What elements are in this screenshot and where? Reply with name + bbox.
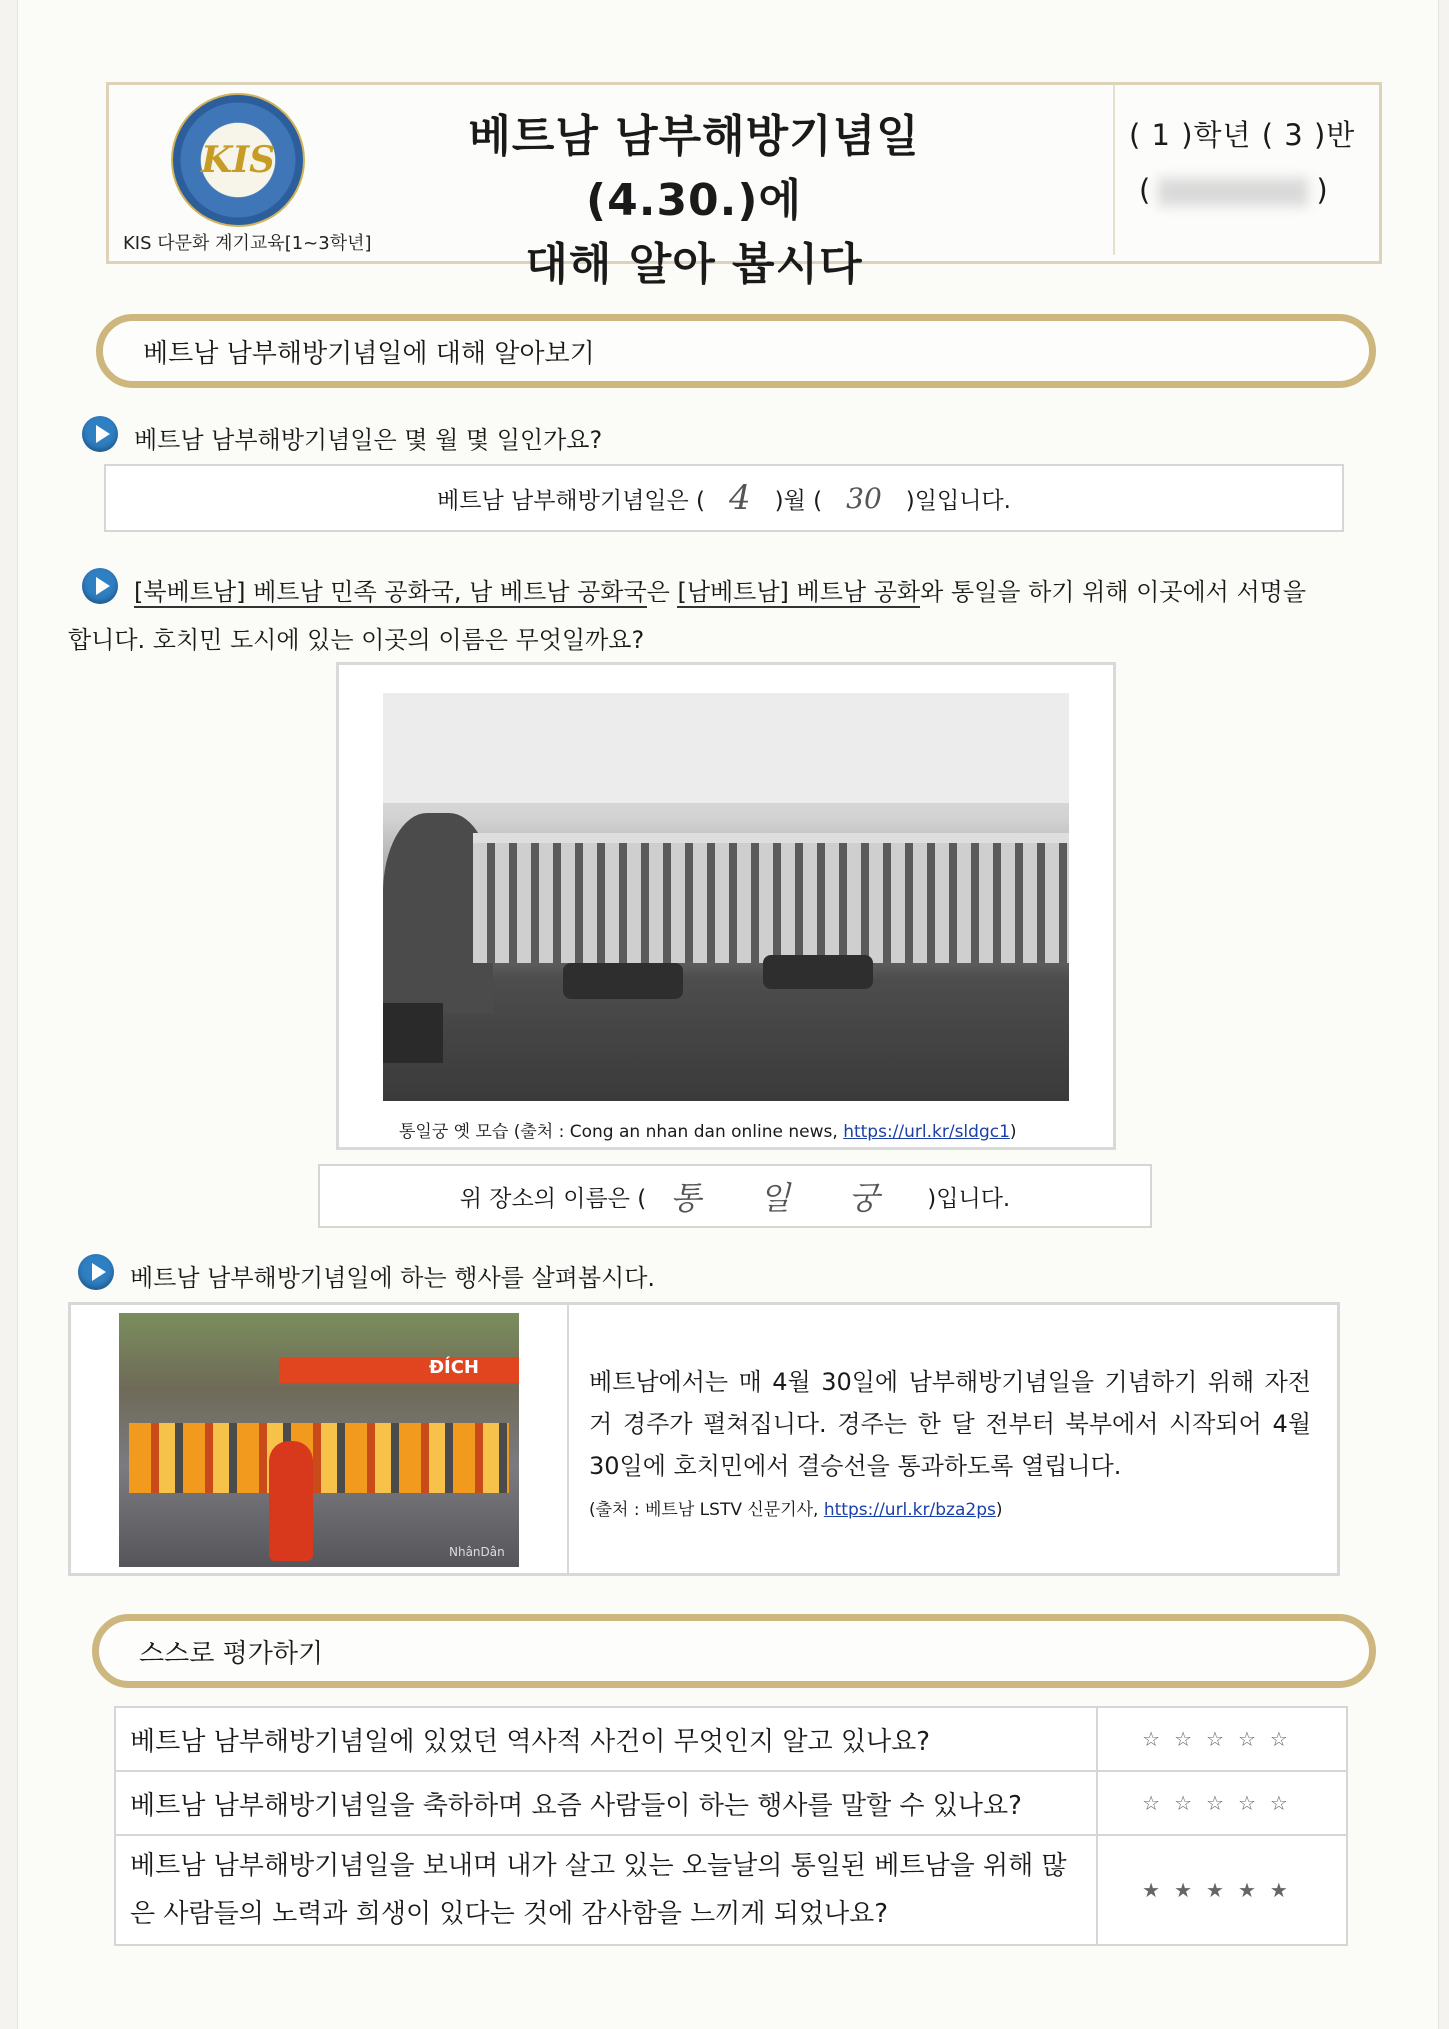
answer-place-name[interactable]: 통 일 궁 — [670, 1179, 904, 1217]
answer-month[interactable]: 4 — [729, 478, 751, 518]
rating-stars[interactable]: ☆☆☆☆☆ — [1097, 1771, 1347, 1835]
reunification-palace-photo — [383, 693, 1069, 1101]
eval-question: 베트남 남부해방기념일을 축하하며 요즘 사람들이 하는 행사를 말할 수 있나요? — [115, 1771, 1097, 1835]
question-2-line-2: 합니다. 호치민 도시에 있는 이곳의 이름은 무엇일까요? — [68, 626, 645, 654]
eval-question: 베트남 남부해방기념일에 있었던 역사적 사건이 무엇인지 알고 있나요? — [115, 1707, 1097, 1771]
header-sub-label: KIS 다문화 계기교육[1~3학년] — [123, 233, 372, 254]
worksheet-header — [106, 82, 1382, 290]
question-3: 베트남 남부해방기념일에 하는 행사를 살펴봅시다. — [130, 1264, 656, 1292]
school-logo — [171, 93, 305, 227]
bicycle-race-photo — [119, 1313, 519, 1567]
header-divider — [1113, 85, 1115, 255]
redacted-name — [1158, 178, 1308, 206]
name-close: ) — [1316, 173, 1328, 207]
finish-banner: ĐÍCH — [279, 1357, 519, 1383]
play-icon — [82, 568, 118, 604]
answer-box-1[interactable]: 베트남 남부해방기념일은 ( 4 )월 ( 30 )일입니다. — [104, 464, 1344, 532]
title-line-1: 베트남 남부해방기념일(4.30.)에 — [468, 111, 920, 226]
cyclists — [129, 1423, 509, 1493]
palace-source-link[interactable]: https://url.kr/sldgc1 — [843, 1122, 1010, 1142]
name-open: ( — [1139, 173, 1151, 207]
section-heading-2-text: 스스로 평가하기 — [139, 1638, 324, 1669]
event-source-link[interactable]: https://url.kr/bza2ps — [823, 1500, 996, 1520]
palace-photo-caption: 통일궁 옛 모습 (출처 : Cong an nhan dan online news, https://url.kr/sldgc1) — [399, 1122, 1017, 1142]
tank — [563, 963, 683, 999]
play-icon — [78, 1254, 114, 1290]
eval-question: 베트남 남부해방기념일을 보내며 내가 살고 있는 오늘날의 통일된 베트남을 위해 많은 사람들의 노력과 희생이 있다는 것에 감사함을 느끼게 되었나요? — [115, 1835, 1097, 1945]
palace-building — [473, 833, 1069, 963]
title-line-2: 대해 알아 봅시다 — [525, 239, 863, 290]
logo-text: KIS — [200, 139, 276, 181]
event-description: 베트남에서는 매 4월 30일에 남부해방기념일을 기념하기 위해 자전거 경주가 펼쳐집니다. 경주는 한 달 전부터 북부에서 시작되어 4월 30일에 호치민에서 결승선을 통과하도록 열립니다. — [589, 1368, 1311, 1480]
section-heading-2 — [92, 1614, 1376, 1688]
event-source: (출처 : 베트남 LSTV 신문기사, https://url.kr/bza2ps) — [589, 1500, 1003, 1520]
table-row — [115, 1835, 1347, 1945]
rating-stars[interactable]: ★★★★★ — [1097, 1835, 1347, 1945]
play-icon — [82, 416, 118, 452]
worksheet-page — [18, 0, 1438, 2029]
event-info-box — [68, 1302, 1340, 1576]
question-1: 베트남 남부해방기념일은 몇 월 몇 일인가요? — [134, 426, 603, 454]
student-name-field[interactable] — [1139, 173, 1328, 207]
table-row — [115, 1707, 1347, 1771]
section-heading-1 — [96, 314, 1376, 388]
palace-photo-frame — [336, 662, 1116, 1150]
grade-class-field[interactable]: ( 1 )학년 ( 3 )반 — [1129, 118, 1356, 152]
question-2-line-1: [북베트남] 베트남 민족 공화국, 남 베트남 공화국은 [남베트남] 베트남 공화와 통일을 하기 위해 이곳에서 서명을 — [134, 578, 1306, 606]
section-heading-1-text: 베트남 남부해방기념일에 대해 알아보기 — [143, 338, 595, 369]
rating-stars[interactable]: ☆☆☆☆☆ — [1097, 1707, 1347, 1771]
answer-box-2[interactable]: 위 장소의 이름은 ( 통 일 궁 )입니다. — [318, 1164, 1152, 1228]
table-row — [115, 1771, 1347, 1835]
page-title — [399, 105, 989, 297]
answer-day[interactable]: 30 — [846, 481, 882, 515]
self-evaluation-table — [114, 1706, 1348, 1946]
tank — [763, 955, 873, 989]
photo-watermark: NhânDân — [449, 1545, 505, 1559]
